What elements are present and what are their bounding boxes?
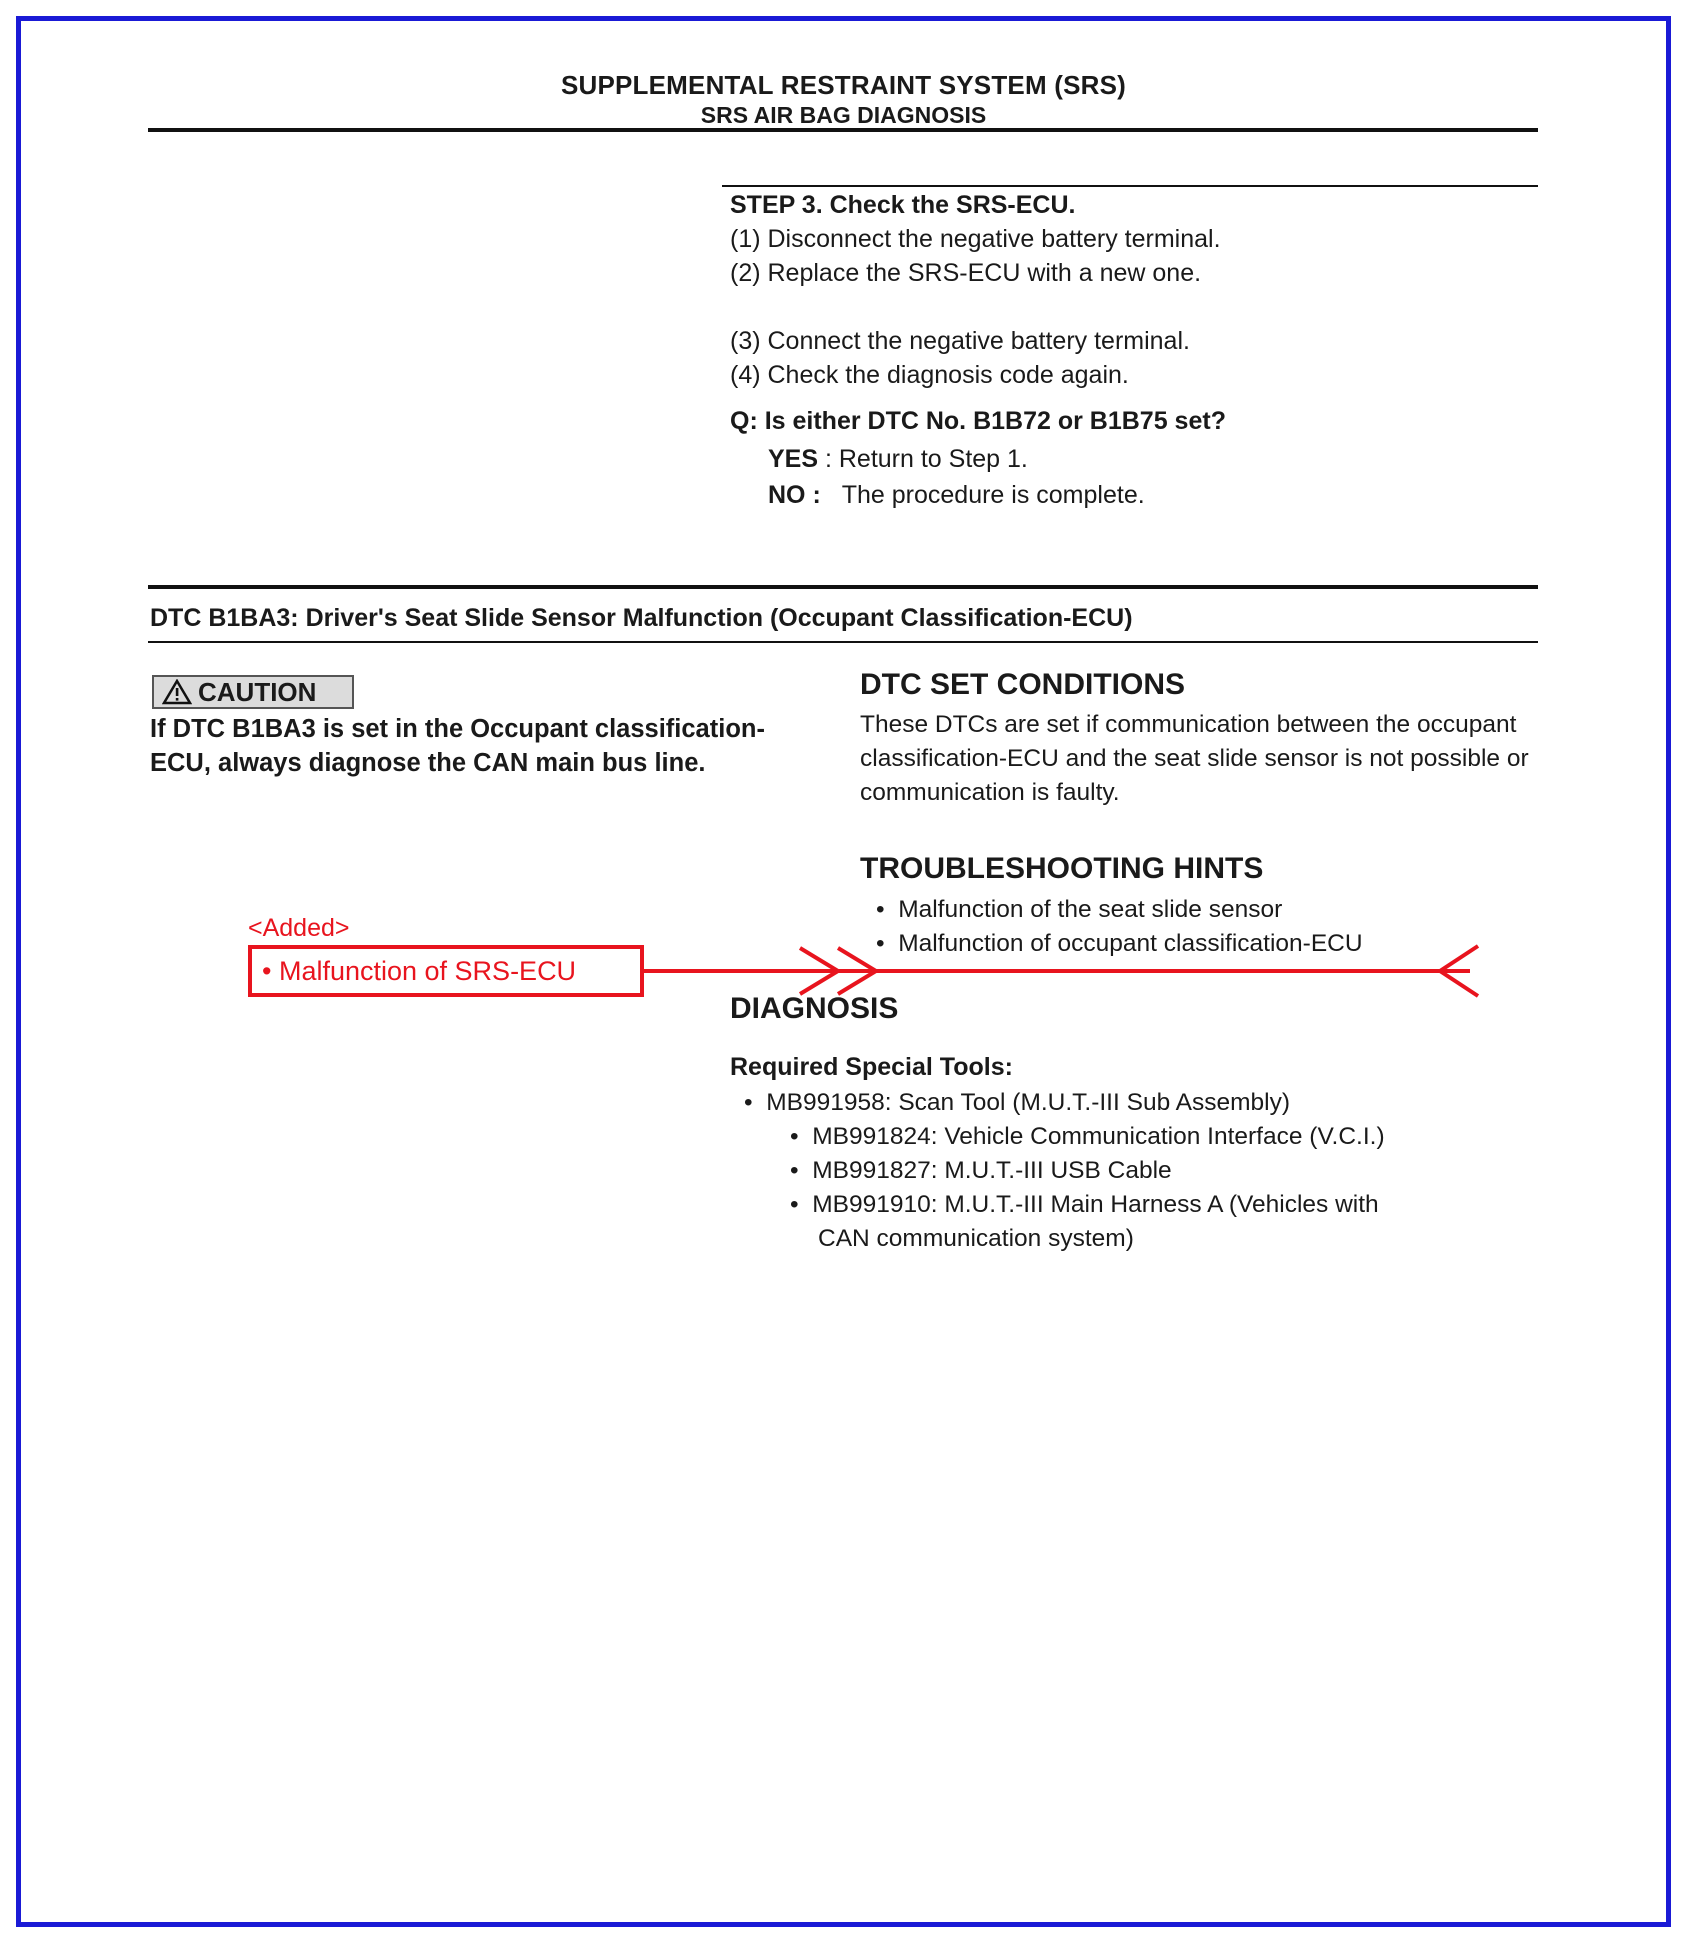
dtc-title: DTC B1BA3: Driver's Seat Slide Sensor Malfunction (Occupant Classification-ECU) <box>150 604 1133 632</box>
diagnosis-heading: DIAGNOSIS <box>730 992 899 1025</box>
bullet-icon: • <box>744 1089 767 1116</box>
step3-no <box>768 478 1145 512</box>
yes-label: YES <box>768 445 819 473</box>
tool-item: • MB991958: Scan Tool (M.U.T.-III Sub Assembly) <box>744 1089 1290 1116</box>
step3-item-1: (1) Disconnect the negative battery terminal. <box>730 225 1221 253</box>
step3-item-2: (2) Replace the SRS-ECU with a new one. <box>730 259 1202 287</box>
hint-item: • Malfunction of occupant classification-ECU <box>876 930 1363 957</box>
tool-sub-item: • MB991827: M.U.T.-III USB Cable <box>790 1157 1172 1184</box>
step-rule <box>722 185 1538 187</box>
step3-item-4: (4) Check the diagnosis code again. <box>730 361 1129 389</box>
caution-label: CAUTION <box>198 676 317 707</box>
step3-question: Q: Is either DTC No. B1B72 or B1B75 set? <box>730 407 1226 435</box>
hint-item: • Malfunction of the seat slide sensor <box>876 896 1283 923</box>
no-label: NO : <box>768 481 821 509</box>
header-rule <box>148 128 1538 132</box>
step3-yes <box>768 442 1028 476</box>
tools-heading: Required Special Tools: <box>730 1053 1013 1081</box>
section-subtitle: SRS AIR BAG DIAGNOSIS <box>700 102 987 128</box>
dtc-rule-bottom <box>148 641 1538 643</box>
bullet-icon: • <box>790 1157 813 1184</box>
step3-title: STEP 3. Check the SRS-ECU. <box>730 191 1076 219</box>
bullet-icon: • <box>790 1123 813 1150</box>
tool-sub-item: • MB991824: Vehicle Communication Interface (V.C.I.) <box>790 1123 1385 1150</box>
section-title: SUPPLEMENTAL RESTRAINT SYSTEM (SRS) <box>560 70 1127 100</box>
tool-sub-item-continued: CAN communication system) <box>818 1225 1134 1252</box>
bullet-icon: • <box>790 1191 813 1218</box>
no-text: The procedure is complete. <box>841 481 1145 509</box>
warning-triangle-icon <box>162 679 192 705</box>
added-annotation-label: <Added> <box>248 914 350 942</box>
bullet-icon: • <box>876 896 899 923</box>
hints-heading: TROUBLESHOOTING HINTS <box>860 852 1264 885</box>
set-conditions-text: These DTCs are set if communication between the occupant classification-ECU and the seat slide sensor is not possible or communication is faulty. <box>860 711 1529 806</box>
tool-sub-item: • MB991910: M.U.T.-III Main Harness A (Vehicles with <box>790 1191 1379 1218</box>
dtc-rule-top <box>148 585 1538 589</box>
caution-badge <box>152 675 354 709</box>
added-annotation-box: • Malfunction of SRS-ECU <box>248 945 644 997</box>
set-conditions-heading: DTC SET CONDITIONS <box>860 668 1186 701</box>
bullet-icon: • <box>876 930 899 957</box>
caution-text: If DTC B1BA3 is set in the Occupant classification-ECU, always diagnose the CAN main bus line. <box>150 715 765 777</box>
step3-item-3: (3) Connect the negative battery terminal. <box>730 327 1190 355</box>
yes-text: : Return to Step 1. <box>824 445 1028 473</box>
